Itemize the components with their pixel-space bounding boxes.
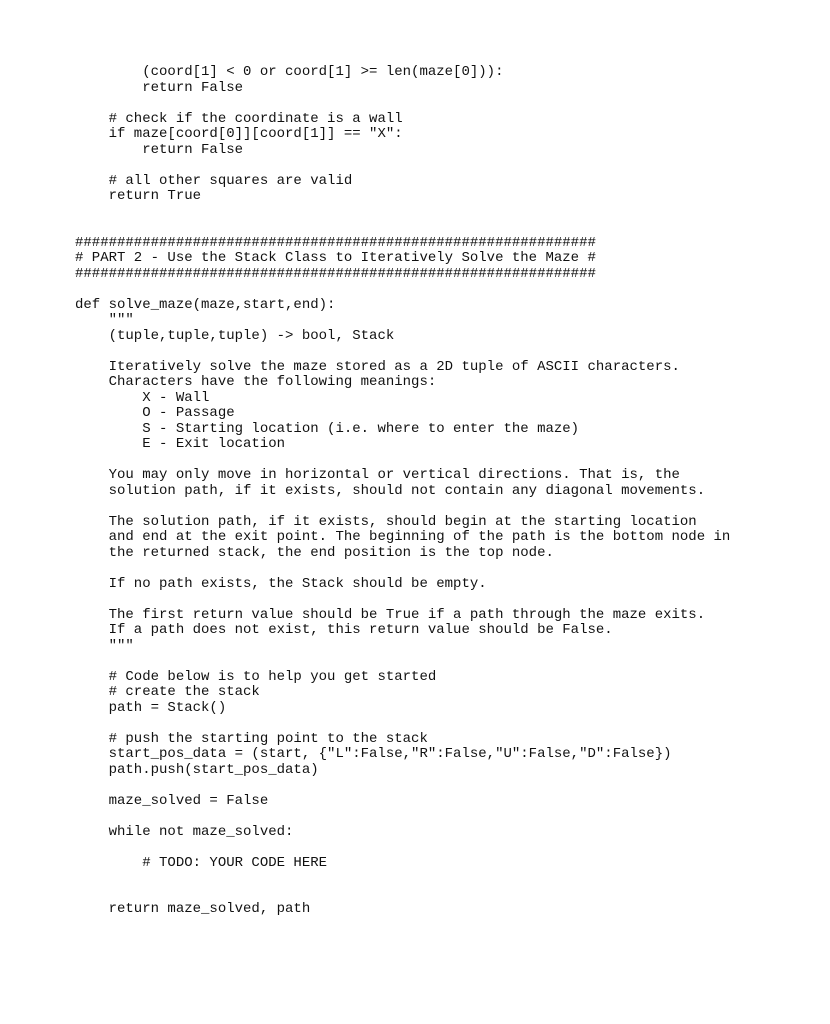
code-line: X - Wall [75, 389, 210, 406]
code-line: return False [75, 79, 244, 96]
code-line [75, 561, 730, 577]
code-line: If a path does not exist, this return value should be False. [75, 622, 613, 638]
code-line: Iteratively solve the maze stored as a 2D tuple of ASCII characters. [75, 358, 680, 375]
code-line [75, 453, 730, 469]
code-line: If no path exists, the Stack should be empty. [75, 575, 487, 592]
code-line: The solution path, if it exists, should begin at the starting location [75, 513, 697, 530]
code-line [75, 205, 730, 221]
code-line: path = Stack() [75, 699, 227, 716]
code-line: """ [75, 312, 134, 328]
code-line: # all other squares are valid [75, 172, 353, 189]
code-line: return True [75, 188, 202, 204]
code-line: def solve_maze(maze,start,end): [75, 296, 336, 313]
code-line: ############################################################## [75, 265, 596, 282]
code-line: O - Passage [75, 405, 235, 421]
code-listing [75, 65, 730, 918]
code-line: S - Starting location (i.e. where to enter the maze) [75, 420, 580, 437]
code-line: and end at the exit point. The beginning of the path is the bottom node in [75, 529, 731, 545]
code-line [75, 778, 730, 794]
code-line [75, 344, 730, 360]
code-line [75, 809, 730, 825]
code-line: ############################################################## [75, 234, 596, 251]
code-line: return maze_solved, path [75, 901, 311, 917]
code-line: # check if the coordinate is a wall [75, 110, 403, 127]
code-line: (coord[1] < 0 or coord[1] >= len(maze[0])): [75, 64, 504, 80]
code-line: the returned stack, the end position is the top node. [75, 544, 554, 561]
code-line: """ [75, 637, 134, 654]
code-line: Characters have the following meanings: [75, 374, 437, 390]
code-line: (tuple,tuple,tuple) -> bool, Stack [75, 327, 395, 344]
code-line: # push the starting point to the stack [75, 730, 428, 747]
code-line: solution path, if it exists, should not contain any diagonal movements. [75, 482, 706, 499]
code-line: path.push(start_pos_data) [75, 761, 319, 778]
code-line [75, 716, 730, 732]
code-line: # create the stack [75, 684, 260, 700]
code-line: The first return value should be True if a path through the maze exits. [75, 606, 706, 623]
code-line: start_pos_data = (start, {"L":False,"R":False,"U":False,"D":False}) [75, 746, 672, 762]
code-line [75, 220, 730, 236]
code-line [75, 840, 730, 856]
code-line: if maze[coord[0]][coord[1]] == "X": [75, 126, 403, 142]
code-line [75, 592, 730, 608]
code-line [75, 871, 730, 887]
code-line: # PART 2 - Use the Stack Class to Iteratively Solve the Maze # [75, 250, 596, 266]
code-line: E - Exit location [75, 436, 286, 452]
code-line [75, 282, 730, 298]
code-line: maze_solved = False [75, 792, 269, 809]
code-line [75, 96, 730, 112]
code-line: # TODO: YOUR CODE HERE [75, 854, 328, 871]
code-line [75, 887, 730, 903]
code-line: while not maze_solved: [75, 823, 294, 840]
code-line [75, 654, 730, 670]
code-line [75, 499, 730, 515]
code-line: # Code below is to help you get started [75, 668, 437, 685]
code-line: return False [75, 141, 244, 158]
code-line: You may only move in horizontal or vertical directions. That is, the [75, 467, 680, 483]
code-line [75, 158, 730, 174]
